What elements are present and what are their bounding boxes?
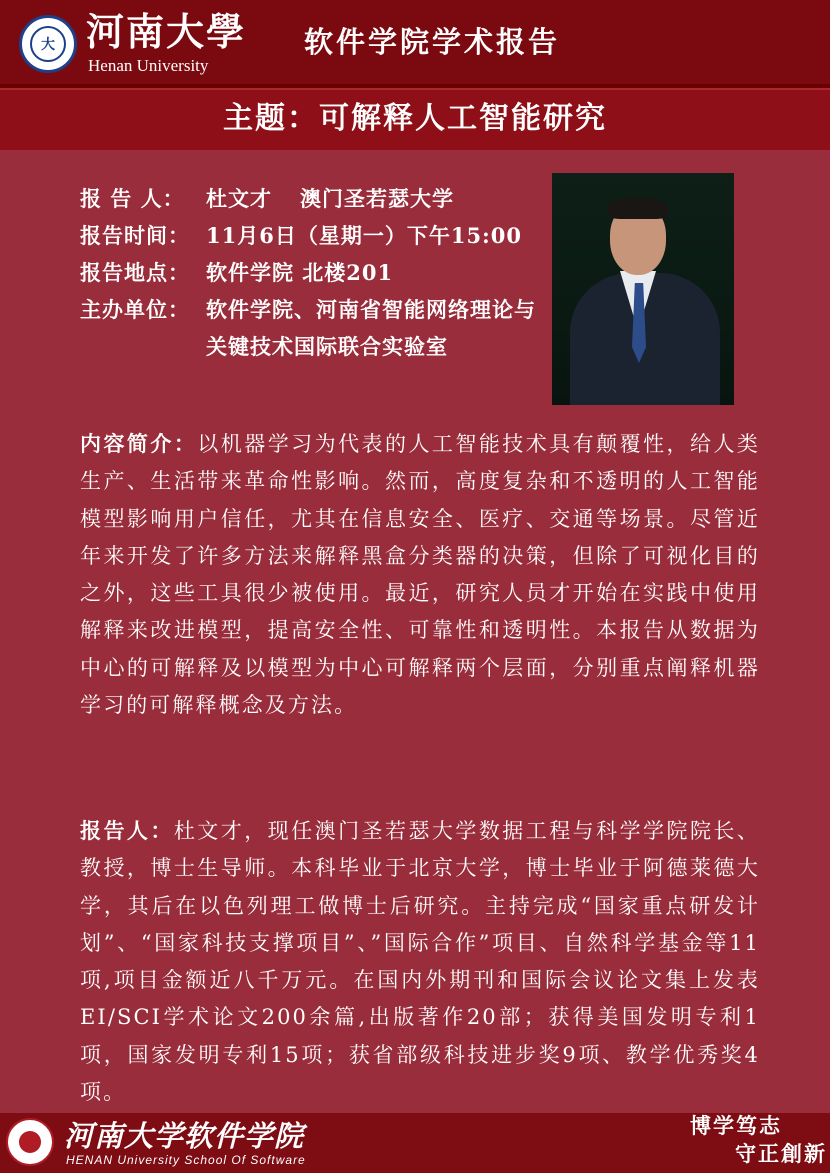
place-row xyxy=(80,254,550,291)
motto-line-1: 博学笃志 xyxy=(690,1113,782,1138)
host-value: 软件学院、河南省智能网络理论与关键技术国际联合实验室 xyxy=(206,297,536,359)
time-label: 报告时间： xyxy=(80,223,190,248)
speaker-value xyxy=(206,180,550,217)
header-bar xyxy=(0,0,830,88)
topic-bar xyxy=(0,88,830,152)
school-name-cn: 河南大学软件学院 xyxy=(64,1119,305,1153)
speaker-org: 澳门圣若瑟大学 xyxy=(300,186,454,211)
host-label: 主办单位： xyxy=(80,297,190,322)
abstract-lead: 内容简介： xyxy=(80,431,198,456)
place-label: 报告地点： xyxy=(80,260,190,285)
speaker-label: 报 告 人： xyxy=(80,186,185,211)
photo-hair xyxy=(608,197,668,219)
abstract-paragraph xyxy=(80,425,760,724)
topic-title: 主题：可解释人工智能研究 xyxy=(223,101,607,136)
university-name-cn: 河南大學 xyxy=(86,9,247,54)
speaker-row xyxy=(80,180,550,217)
place-value: 软件学院 北楼201 xyxy=(206,260,394,285)
seal-emblem-icon: 大 xyxy=(30,26,66,62)
talk-info xyxy=(80,180,550,365)
motto-line-2: 守正創新 xyxy=(735,1141,827,1166)
time-row xyxy=(80,217,550,254)
school-logo-icon xyxy=(6,1118,54,1166)
abstract-text: 以机器学习为代表的人工智能技术具有颠覆性，给人类生产、生活带来革命性影响。然而，高度复杂和不透明的人工智能模型影响用户信任，尤其在信息安全、医疗、交通等场景。尽管近年来开发了许多方法来解释黑盒分类器的决策，但除了可视化目的之外，这些工具很少被使用。最近，研究人员才开始在实践中使用解释来改进模型，提高安全性、可靠性和透明性。本报告从数据为中心的可解释及以模型为中心可解释两个层面，分别重点阐释机器学习的可解释概念及方法。 xyxy=(80,432,761,718)
university-name-en: Henan University xyxy=(88,56,209,75)
school-name-en: HENAN University School Of Software xyxy=(66,1153,306,1167)
host-row xyxy=(80,291,550,365)
speaker-photo xyxy=(552,173,734,405)
university-seal-logo xyxy=(19,15,77,73)
bio-text: 杜文才，现任澳门圣若瑟大学数据工程与科学学院院长、教授，博士生导师。本科毕业于北京大学，博士毕业于阿德莱德大学，其后在以色列理工做博士后研究。主持完成“国家重点研发计划”、“国家科技支撑项目”、”国际合作”项目、自然科学基金等11项,项目金额近八千万元。在国内外期刊和国际会议论文集上发表EI/SCI学术论文200余篇,出版著作20部；获得美国发明专利1项，国家发明专利15项；获省部级科技进步奖9项、教学优秀奖4项。 xyxy=(80,819,760,1105)
bio-paragraph xyxy=(80,812,760,1111)
report-series-title: 软件学院学术报告 xyxy=(304,25,561,59)
time-value: 11月6日（星期一）下午15:00 xyxy=(206,223,523,248)
speaker-name: 杜文才 xyxy=(206,186,272,211)
bio-lead: 报告人： xyxy=(80,818,174,843)
